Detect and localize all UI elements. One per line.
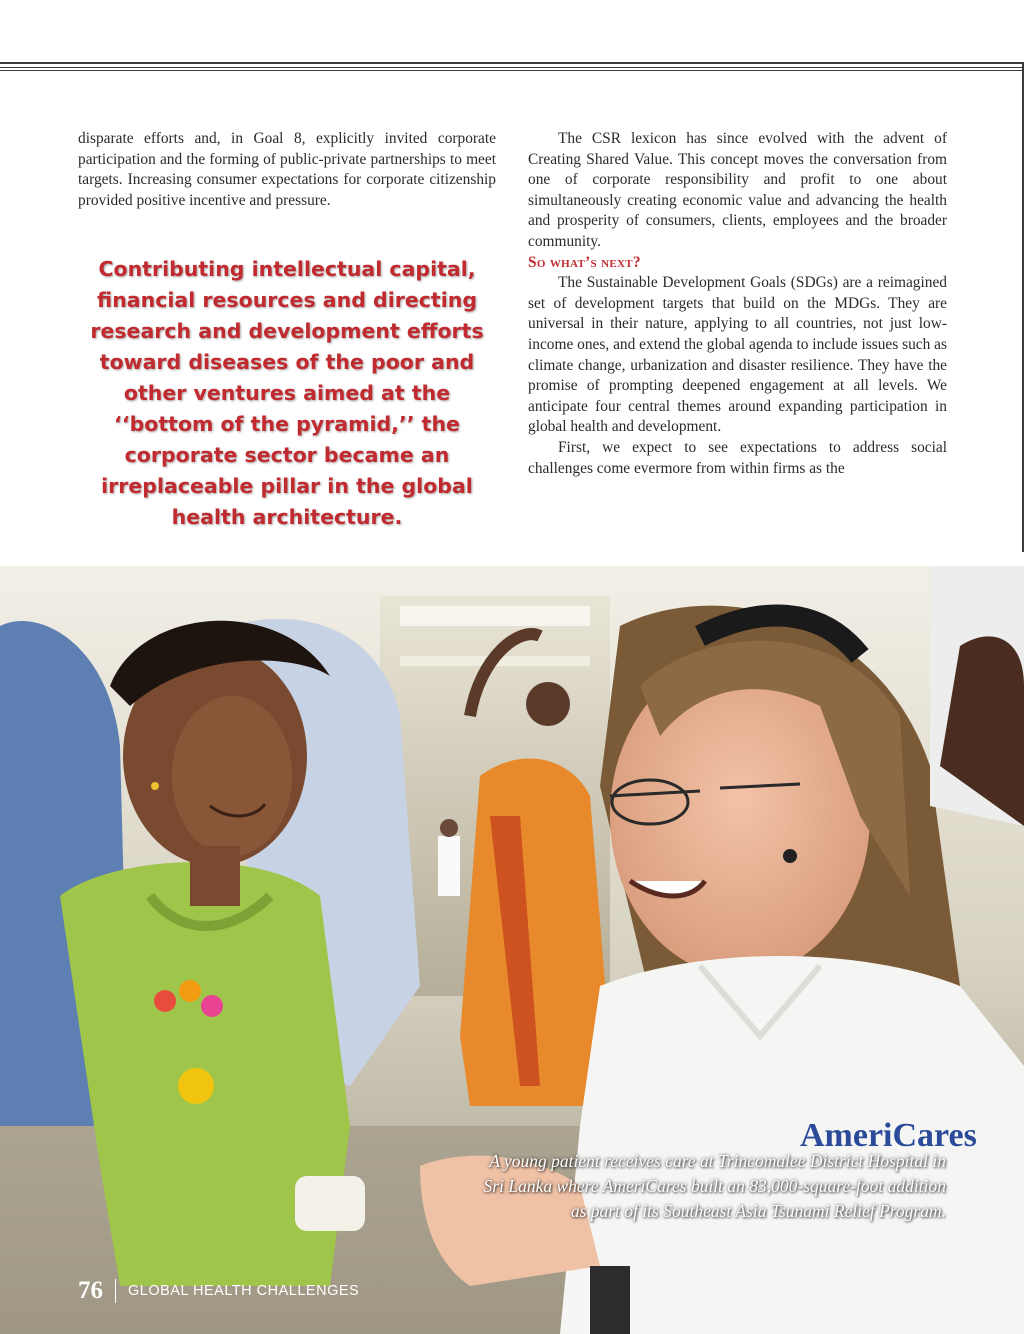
left-body-paragraph: disparate efforts and, in Goal 8, explicitly invited corporate participation and the forming of public-private partnerships to meet targets. Increasing consumer expectations for corporate citizenship provided positive incentive and pressure. xyxy=(78,130,496,209)
section-heading: So what’s next? xyxy=(528,253,641,271)
running-title: GLOBAL HEALTH CHALLENGES xyxy=(128,1283,360,1299)
right-body-paragraph-1: The CSR lexicon has since evolved with the advent of Creating Shared Value. This concept moves the conversation from one of corporate responsibility and profit to one about simultaneously creating economic value and advancing the health and prosperity of consumers, clients, employees and the broader community. xyxy=(528,130,947,250)
page-number: 76 xyxy=(78,1277,103,1304)
right-body-paragraph-3: First, we expect to see expectations to address social challenges come evermore from within firms as the xyxy=(528,438,947,477)
footer-divider xyxy=(115,1279,116,1303)
shirt-logo: AmeriCares xyxy=(800,1117,977,1154)
left-column xyxy=(78,129,496,211)
pull-quote: Contributing intellectual capital, financial resources and directing research and development efforts toward diseases of the poor and other ventures aimed at the ‘‘bottom of the pyramid,’’ the corporate sector became an irreplaceable pillar in the global health architecture. xyxy=(90,257,484,529)
right-column xyxy=(528,129,947,479)
header-rule-thin-lower xyxy=(0,70,1024,71)
header-rule-thin xyxy=(0,67,1024,68)
page-footer xyxy=(78,1276,359,1306)
photo-caption: A young patient receives care at Trincomalee District Hospital in Sri Lanka where AmeriCares built an 83,000-square-foot addition as part of its Southeast Asia Tsunami Relief Program. xyxy=(483,1151,946,1221)
header-rule-thick xyxy=(0,62,1024,64)
right-body-paragraph-2: The Sustainable Development Goals (SDGs) are a reimagined set of development targets that build on the MDGs. They are universal in their nature, applying to all countries, not just low-income ones, and extend the global agenda to include issues such as climate change, urbanization and disaster resilience. They have the promise of prompting deepened engagement at all levels. We anticipate four central themes around expanding participation in global health and development. xyxy=(528,274,947,436)
